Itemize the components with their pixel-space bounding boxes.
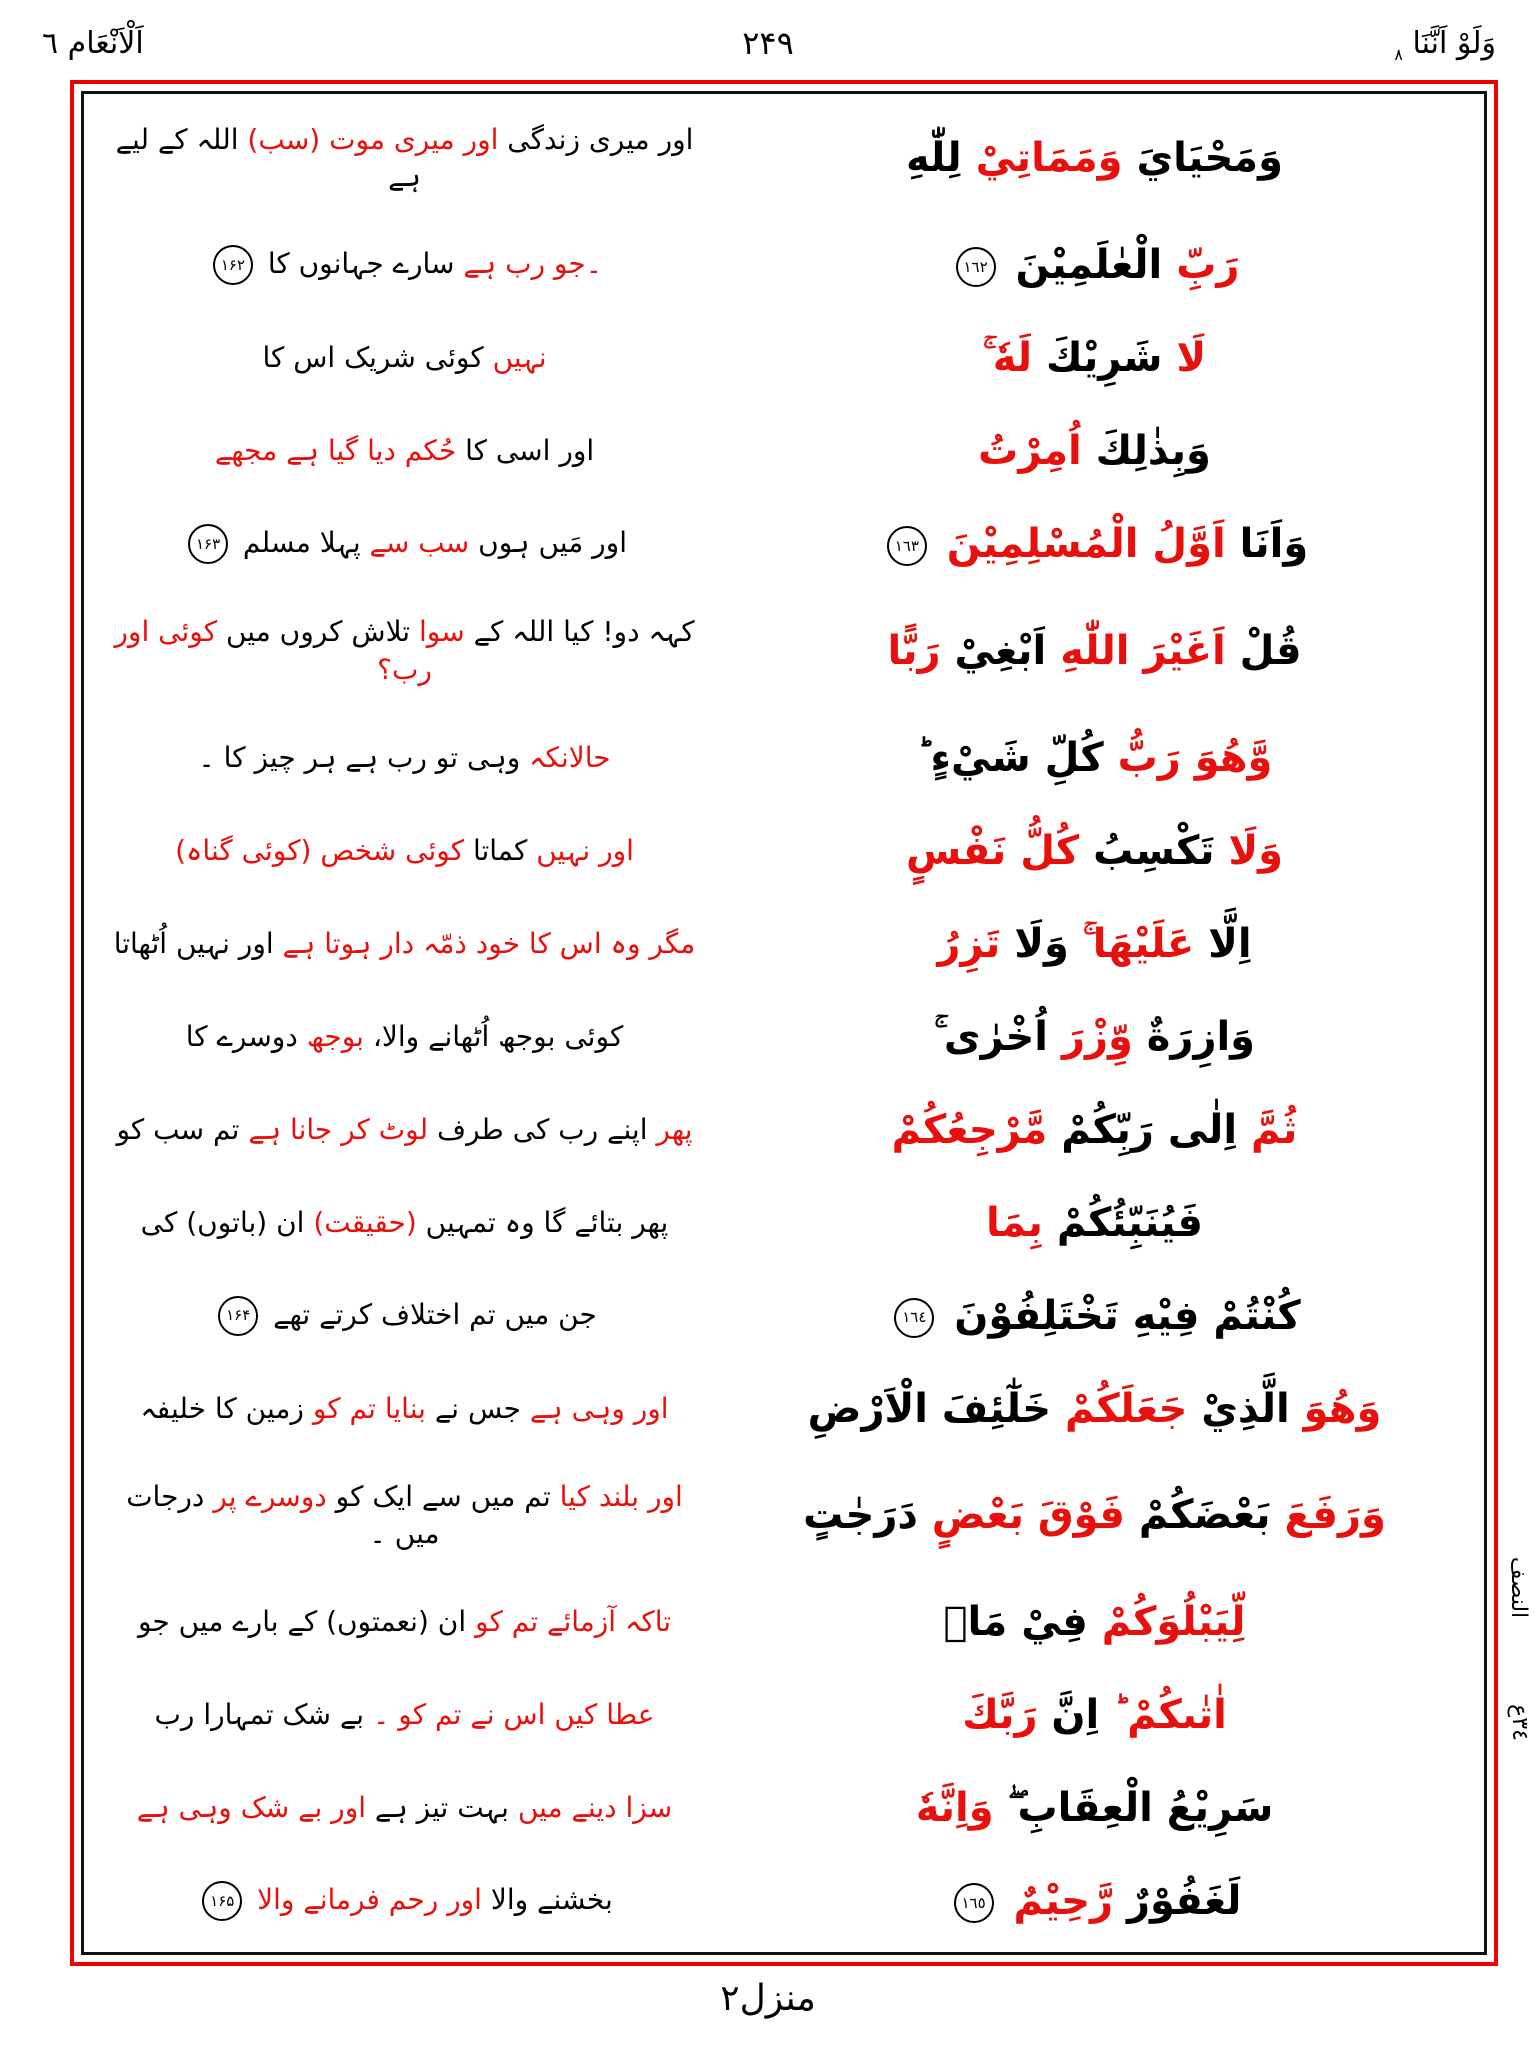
arabic-verse-line bbox=[715, 520, 1474, 568]
text-segment: جن میں تم اختلاف کرتے تھے bbox=[264, 1297, 597, 1331]
text-segment: دَرَجٰتٍ bbox=[803, 1492, 918, 1539]
verse-number-badge: ١٦٢ bbox=[956, 247, 996, 287]
page-number: ۲۴۹ bbox=[742, 24, 794, 62]
verse-row bbox=[94, 1199, 1474, 1247]
text-segment: الْعٰلَمِيْنَ bbox=[1001, 242, 1163, 289]
urdu-translation-line bbox=[94, 832, 715, 870]
text-segment: تم سب کو bbox=[116, 1112, 240, 1146]
text-segment: حُکم دیا گیا ہے مجھے bbox=[214, 434, 457, 468]
text-segment: سَرِيْعُ الْعِقَابِ ۖ bbox=[993, 1785, 1274, 1832]
arabic-verse-line bbox=[715, 1598, 1474, 1646]
text-segment: حالانکہ bbox=[520, 740, 611, 774]
margin-note-half-label: النصف bbox=[1506, 1556, 1532, 1619]
text-segment: وہی تو رب ہے ہر چیز کا ۔ bbox=[198, 740, 521, 774]
arabic-verse-line bbox=[715, 334, 1474, 382]
verse-number-badge: ۱۶۵ bbox=[202, 1881, 242, 1921]
text-segment: پھر bbox=[647, 1112, 693, 1146]
text-segment: وِّزْرَ bbox=[1048, 1013, 1133, 1060]
verse-row bbox=[94, 334, 1474, 382]
urdu-translation-line bbox=[94, 121, 715, 197]
text-segment: کماتا bbox=[464, 833, 528, 867]
verse-row bbox=[94, 1478, 1474, 1554]
arabic-verse-line bbox=[715, 1877, 1474, 1925]
urdu-translation-line bbox=[94, 1696, 715, 1734]
text-segment: سارے جہانوں کا bbox=[258, 247, 455, 281]
text-segment: بِمَا bbox=[986, 1199, 1043, 1246]
text-segment: كُنْتُمْ فِيْهِ تَخْتَلِفُوْنَ bbox=[940, 1292, 1301, 1339]
verse-row bbox=[94, 121, 1474, 197]
verse-row bbox=[94, 427, 1474, 475]
text-segment: کوئی شخص (کوئی گناہ) bbox=[175, 833, 465, 867]
text-segment: اٰتٰىكُمْ ؕ bbox=[1099, 1692, 1227, 1739]
urdu-translation-line bbox=[94, 925, 715, 963]
text-segment: سوا bbox=[410, 615, 465, 649]
verse-number-badge: ١٦٣ bbox=[887, 526, 927, 566]
text-segment: اور میری موت (سب) bbox=[238, 122, 499, 156]
urdu-translation-line bbox=[94, 1789, 715, 1827]
text-segment: اور مَیں ہوں bbox=[469, 526, 627, 560]
text-segment: تلاش کروں میں bbox=[217, 615, 411, 649]
text-segment: وَلَا bbox=[1214, 827, 1284, 874]
outer-red-frame bbox=[70, 80, 1498, 1966]
text-segment: اِلٰى رَبِّكُمْ bbox=[1047, 1106, 1238, 1153]
juz-name-header bbox=[1394, 26, 1496, 64]
text-segment: اور اسی کا bbox=[456, 434, 595, 468]
text-segment: وَلَا bbox=[1000, 920, 1069, 967]
text-segment: درجات میں ۔ bbox=[126, 1479, 440, 1551]
urdu-translation-line bbox=[94, 1296, 715, 1336]
text-segment: اللہ کے لیے ہے bbox=[115, 122, 421, 194]
text-segment: وَبِذٰلِكَ bbox=[1081, 428, 1211, 475]
urdu-translation-line bbox=[94, 432, 715, 470]
text-segment: لِلّٰهِ bbox=[906, 135, 962, 182]
text-segment: تَزِرُ bbox=[937, 920, 1001, 967]
text-segment: جس نے bbox=[425, 1391, 521, 1425]
arabic-verse-line bbox=[715, 1013, 1474, 1061]
text-segment: لَغَفُوْرٌ bbox=[1113, 1878, 1242, 1925]
arabic-verse-line bbox=[715, 1385, 1474, 1433]
urdu-translation-line bbox=[94, 1478, 715, 1554]
verse-row bbox=[94, 1877, 1474, 1925]
verse-row bbox=[94, 1013, 1474, 1061]
text-segment: كُلُّ نَفْسٍ bbox=[905, 827, 1080, 874]
urdu-translation-line bbox=[94, 339, 715, 377]
text-segment: وَاَنَا bbox=[1225, 521, 1309, 568]
verse-row bbox=[94, 920, 1474, 968]
margin-note-ruku-label: ٣٤ع bbox=[1506, 1704, 1532, 1741]
verse-row bbox=[94, 827, 1474, 875]
verse-number-badge: ۱۶۲ bbox=[213, 245, 253, 285]
text-segment: لوٹ کر جانا ہے bbox=[239, 1112, 429, 1146]
verse-row bbox=[94, 241, 1474, 289]
text-segment: سزا دینے میں bbox=[508, 1791, 673, 1825]
text-segment: اور بلند کیا bbox=[550, 1479, 683, 1513]
text-segment: خَلٰٓئِفَ الْاَرْضِ bbox=[807, 1385, 1052, 1432]
text-segment: بہت تیز ہے bbox=[366, 1791, 509, 1825]
urdu-translation-line bbox=[94, 613, 715, 689]
text-segment: دوسرے پر bbox=[204, 1479, 327, 1513]
verse-row bbox=[94, 1784, 1474, 1832]
text-segment: عَلَيْهَا ۚ bbox=[1068, 920, 1195, 967]
arabic-verse-line bbox=[715, 1491, 1474, 1539]
text-segment: کوئی بوجھ اُٹھانے والا، bbox=[363, 1019, 624, 1053]
juz-number: ۸ bbox=[1394, 45, 1403, 64]
text-segment: اور وہی ہے bbox=[520, 1391, 669, 1425]
text-segment: لِّيَبْلُوَكُمْ bbox=[1087, 1599, 1246, 1646]
text-segment: اِلَّا bbox=[1194, 920, 1252, 967]
urdu-translation-line bbox=[94, 739, 715, 777]
inner-black-frame bbox=[81, 91, 1487, 1955]
arabic-verse-line bbox=[715, 241, 1474, 289]
verse-row bbox=[94, 1385, 1474, 1433]
verse-row bbox=[94, 1691, 1474, 1739]
verse-row bbox=[94, 734, 1474, 782]
text-segment: ان (نعمتوں) کے بارے میں جو bbox=[137, 1605, 467, 1639]
urdu-translation-line bbox=[94, 1881, 715, 1921]
verse-number-badge: ۱۶۴ bbox=[218, 1296, 258, 1336]
text-segment: رَبًّا bbox=[887, 627, 941, 674]
manzil-footer: منزل۲ bbox=[720, 1978, 816, 2019]
text-segment: وَمَحْيَايَ bbox=[1122, 135, 1283, 182]
text-segment: بَعْضَكُمْ bbox=[1124, 1492, 1271, 1539]
surah-name: اَلْاَنْعَام bbox=[67, 26, 144, 61]
text-segment: ۔جو رب ہے bbox=[454, 247, 603, 281]
text-segment: رَبِّ bbox=[1162, 242, 1240, 289]
text-segment: جَعَلَكُمْ bbox=[1051, 1385, 1188, 1432]
text-segment: لَا bbox=[1162, 335, 1207, 382]
arabic-verse-line bbox=[715, 627, 1474, 675]
text-segment: تاکہ آزمائے تم کو bbox=[466, 1605, 672, 1639]
arabic-verse-line bbox=[715, 427, 1474, 475]
text-segment: زمین کا خلیفہ bbox=[140, 1391, 304, 1425]
text-segment: مگر وہ اس کا خود ذمّہ دار ہوتا ہے bbox=[273, 926, 696, 960]
text-segment: سب سے bbox=[360, 526, 470, 560]
text-segment: وَهُوَ bbox=[1289, 1385, 1382, 1432]
text-segment: اور میری زندگی bbox=[498, 122, 694, 156]
text-segment: اپنے رب کی طرف bbox=[428, 1112, 648, 1146]
text-segment: وَاِنَّهٗ bbox=[915, 1785, 994, 1832]
text-segment: (حقیقت) bbox=[304, 1205, 417, 1239]
text-segment: الَّذِيْ bbox=[1187, 1385, 1290, 1432]
text-segment: وَازِرَةٌ bbox=[1132, 1013, 1256, 1060]
verse-row bbox=[94, 613, 1474, 689]
text-segment: رَّحِيْمٌ bbox=[999, 1878, 1114, 1925]
text-segment: فِيْ مَاۤ bbox=[943, 1599, 1088, 1646]
text-segment: ثُمَّ bbox=[1237, 1106, 1298, 1153]
text-segment: فَيُنَبِّئُكُمْ bbox=[1042, 1199, 1203, 1246]
urdu-translation-line bbox=[94, 524, 715, 564]
text-segment: شَرِيْكَ bbox=[1032, 335, 1163, 382]
urdu-translation-line bbox=[94, 1603, 715, 1641]
arabic-verse-line bbox=[715, 1106, 1474, 1154]
juz-name: وَلَوْ اَنَّنَا bbox=[1412, 26, 1496, 61]
text-segment: وَمَمَاتِيْ bbox=[961, 135, 1123, 182]
text-segment: مَّرْجِعُكُمْ bbox=[891, 1106, 1048, 1153]
margin-note bbox=[1498, 1556, 1536, 1741]
arabic-verse-line bbox=[715, 1199, 1474, 1247]
text-segment: ان (باتوں) کی bbox=[140, 1205, 305, 1239]
verse-number-badge: ١٦٥ bbox=[954, 1883, 994, 1923]
arabic-verse-line bbox=[715, 1691, 1474, 1739]
urdu-translation-line bbox=[94, 1018, 715, 1056]
text-segment: قُلْ bbox=[1225, 627, 1302, 674]
text-segment: بنایا تم کو bbox=[303, 1391, 426, 1425]
text-segment: اَغَيْرَ اللّٰهِ bbox=[1046, 627, 1226, 674]
page-header bbox=[0, 18, 1536, 78]
text-segment: دوسرے کا bbox=[185, 1019, 298, 1053]
text-segment: نہیں bbox=[483, 341, 547, 375]
text-segment: تَكْسِبُ bbox=[1079, 827, 1215, 874]
text-segment: اور بے شک وہی ہے bbox=[136, 1791, 367, 1825]
text-segment: کوئی شریک اس کا bbox=[262, 341, 484, 375]
text-segment: اِنَّ bbox=[1037, 1692, 1100, 1739]
text-segment: وَّهُوَ رَبُّ bbox=[1103, 734, 1273, 781]
text-segment: کہہ دو! کیا اللہ کے bbox=[464, 615, 695, 649]
text-segment: اور رحم فرمانے والا bbox=[248, 1883, 482, 1917]
urdu-translation-line bbox=[94, 1111, 715, 1149]
text-segment: اُخْرٰى ۚ bbox=[933, 1013, 1049, 1060]
text-segment: اور نہیں bbox=[527, 833, 634, 867]
arabic-verse-line bbox=[715, 134, 1474, 182]
verse-number-badge: ۱۶۳ bbox=[188, 524, 228, 564]
text-segment: بوجھ bbox=[297, 1019, 364, 1053]
text-segment: كُلِّ شَيْءٍ ؕ bbox=[916, 734, 1104, 781]
text-segment: اَبْغِيْ bbox=[940, 627, 1047, 674]
verse-rows bbox=[94, 98, 1474, 1948]
text-segment: کوئی اور رب؟ bbox=[114, 615, 432, 686]
text-segment: بخشنے والا bbox=[481, 1883, 613, 1917]
arabic-verse-line bbox=[715, 734, 1474, 782]
verse-row bbox=[94, 520, 1474, 568]
verse-row bbox=[94, 1292, 1474, 1340]
verse-row bbox=[94, 1106, 1474, 1154]
text-segment: بے شک تمہارا رب bbox=[154, 1698, 365, 1732]
urdu-translation-line bbox=[94, 1204, 715, 1242]
arabic-verse-line bbox=[715, 1292, 1474, 1340]
text-segment: عطا کیں اس نے تم کو ۔ bbox=[364, 1698, 655, 1732]
text-segment: وَرَفَعَ bbox=[1270, 1492, 1386, 1539]
verse-number-badge: ١٦٤ bbox=[894, 1298, 934, 1338]
text-segment: تم میں سے ایک کو bbox=[326, 1479, 551, 1513]
surah-number: ٦ bbox=[42, 26, 59, 61]
text-segment: رَبَّكَ bbox=[962, 1692, 1038, 1739]
arabic-verse-line bbox=[715, 920, 1474, 968]
text-segment: پہلا مسلم bbox=[234, 526, 361, 560]
urdu-translation-line bbox=[94, 1390, 715, 1428]
text-segment: اُمِرْتُ bbox=[978, 428, 1082, 475]
arabic-verse-line bbox=[715, 1784, 1474, 1832]
text-segment: اور نہیں اُٹھاتا bbox=[113, 926, 274, 960]
text-segment: لَهٗ ۚ bbox=[982, 335, 1033, 382]
verse-row bbox=[94, 1598, 1474, 1646]
urdu-translation-line bbox=[94, 245, 715, 285]
text-segment: پھر بتائے گا وہ تمہیں bbox=[416, 1205, 669, 1239]
text-segment: فَوْقَ بَعْضٍ bbox=[917, 1492, 1125, 1539]
text-segment: اَوَّلُ الْمُسْلِمِيْنَ bbox=[932, 521, 1226, 568]
arabic-verse-line bbox=[715, 827, 1474, 875]
